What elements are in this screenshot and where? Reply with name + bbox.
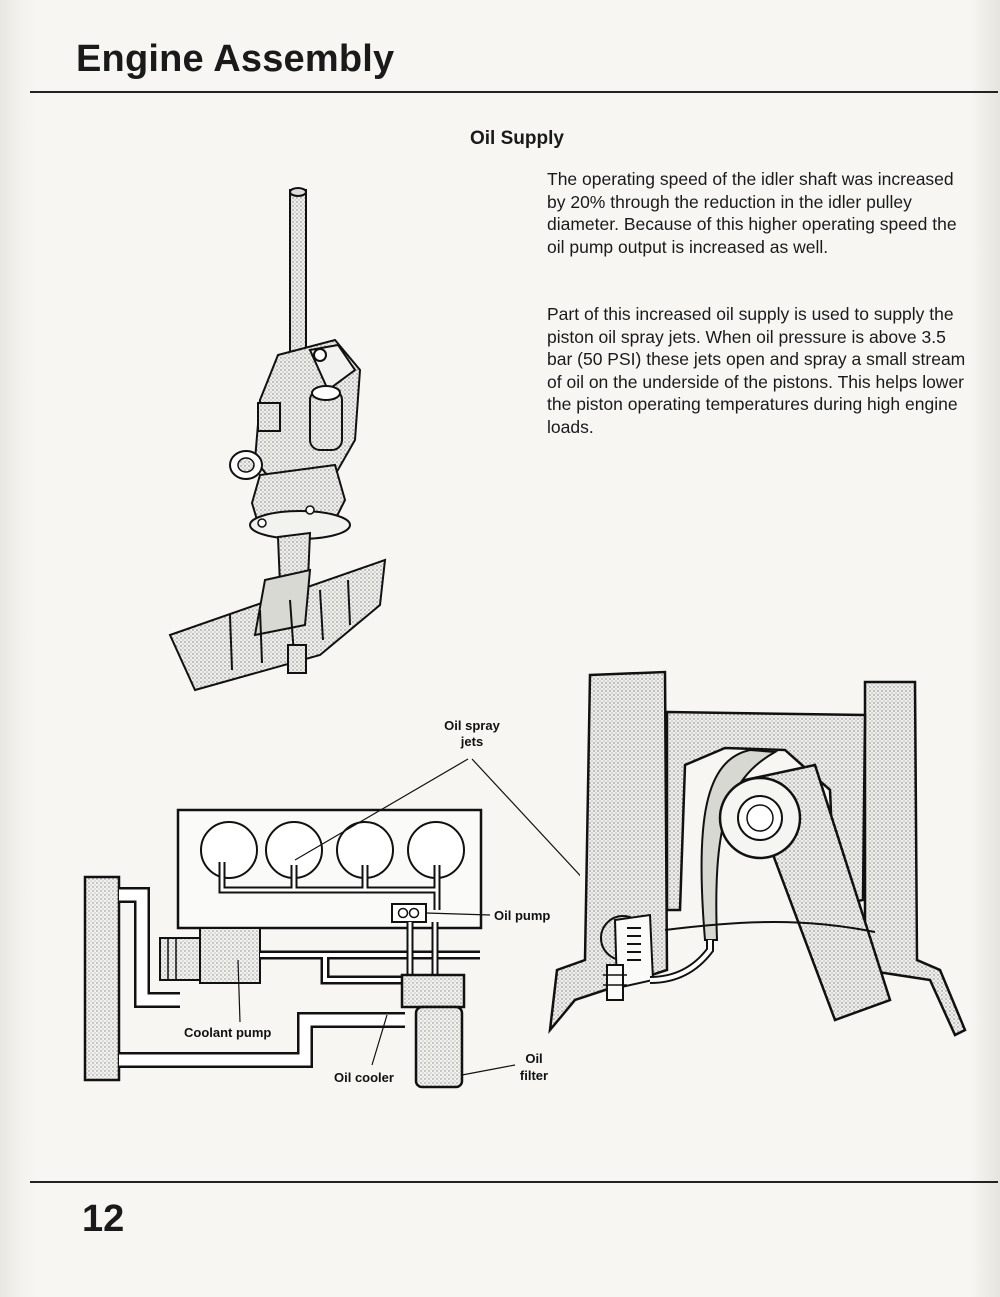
label-oil-filter: Oil [525, 1051, 543, 1066]
label-oil-filter-line2: filter [519, 1068, 549, 1083]
body-paragraph-1: The operating speed of the idler shaft was increased by 20% through the reduction in the idler pulley diameter. Because of this higher operating speed the oil pump output is increased as well. [547, 169, 957, 257]
label-oil-spray-jets-line2: jets [460, 734, 484, 749]
body-paragraph-2: Part of this increased oil supply is used to supply the piston oil spray jets. When oil pressure is above 3.5 bar (50 PSI) these jets open and spray a small stream of oil on the underside of the pistons. This helps lower the piston operating temperatures during high engine loads. [547, 304, 966, 437]
page-right-edge [970, 0, 1000, 1297]
label-oil-cooler: Oil cooler [334, 1070, 394, 1085]
header-rule [30, 91, 998, 93]
piston-spray-jet-cutaway [545, 670, 975, 1090]
page-binding-edge [0, 0, 40, 1297]
page-number: 12 [82, 1198, 125, 1240]
label-oil-spray-jets: Oil spray [444, 718, 500, 733]
footer-rule [30, 1181, 998, 1183]
label-coolant-pump: Coolant pump [184, 1025, 272, 1040]
section-heading: Oil Supply [470, 128, 564, 149]
label-oil-pump: Oil pump [494, 908, 551, 923]
page-title: Engine Assembly [76, 38, 395, 80]
oil-pump-illustration [160, 185, 420, 705]
lubrication-system-diagram [80, 710, 580, 1110]
